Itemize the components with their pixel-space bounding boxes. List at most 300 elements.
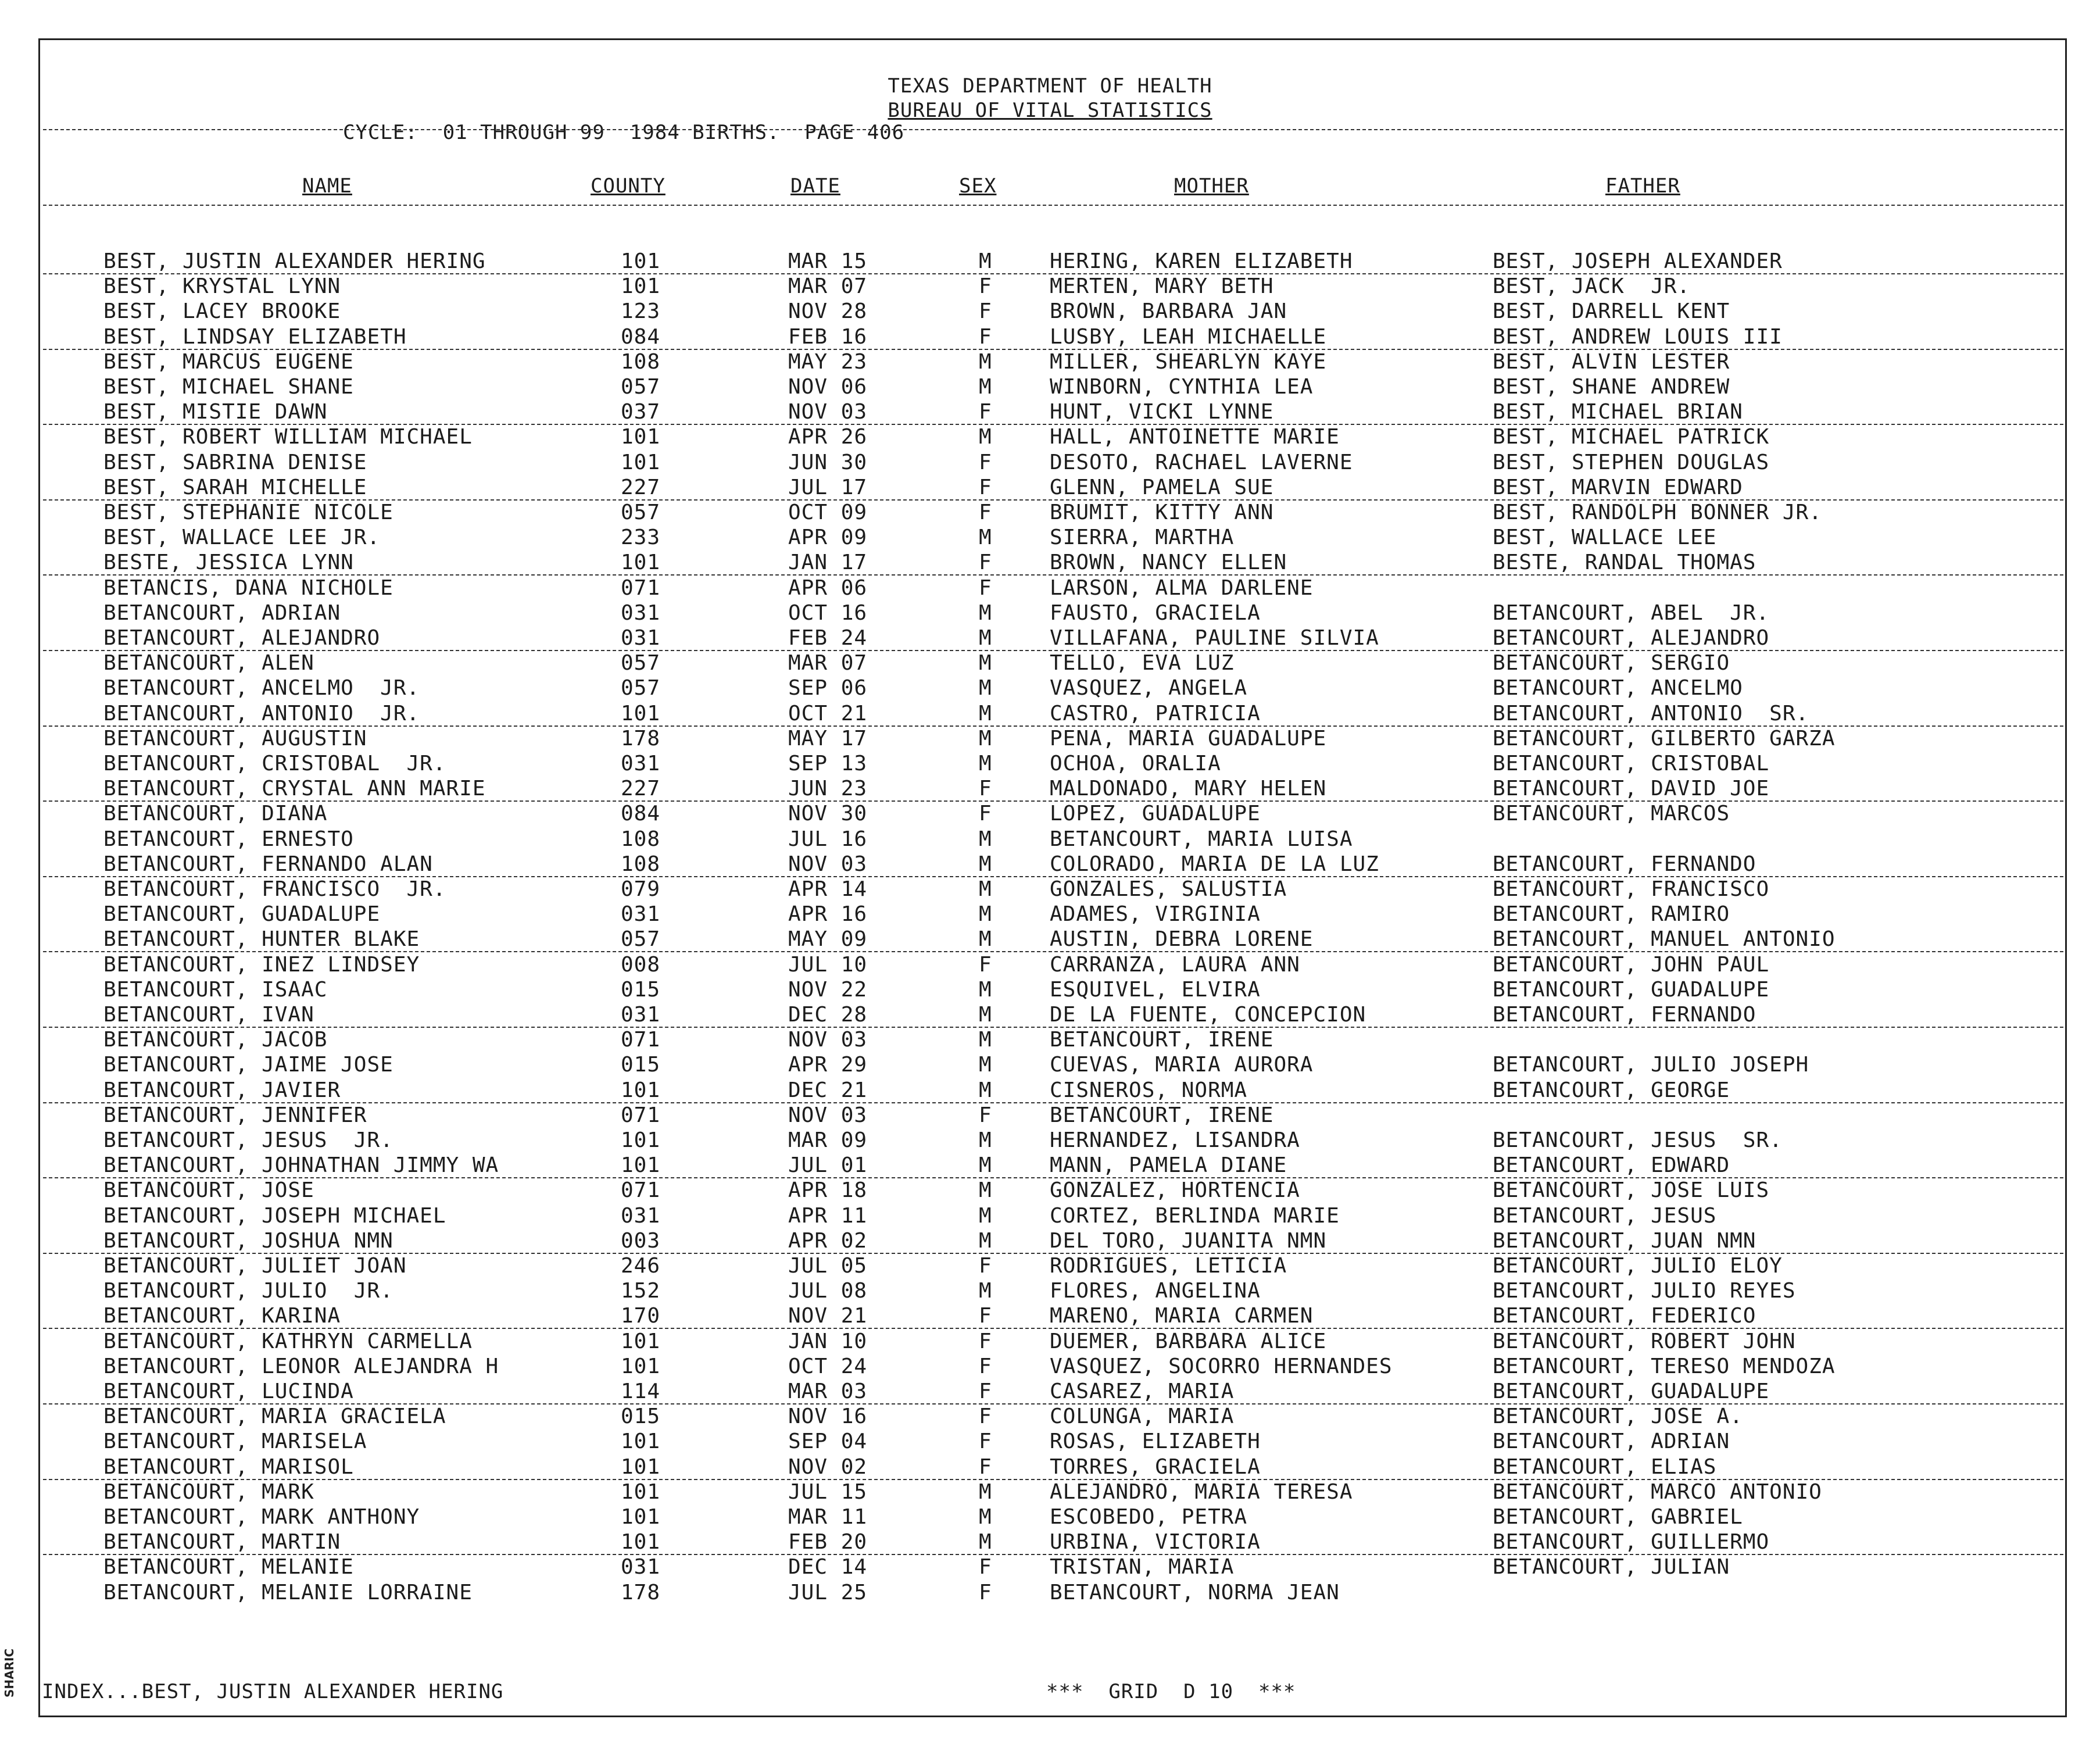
cell-father: BEST, RANDOLPH BONNER JR.: [1493, 501, 1822, 524]
cell-date: JUL 05: [788, 1254, 868, 1278]
table-row: [0, 852, 2100, 877]
cell-sex: F: [979, 324, 992, 349]
table-row: [0, 1128, 2100, 1153]
table-row: [0, 1203, 2100, 1229]
cell-father: BEST, DARRELL KENT: [1493, 299, 1730, 324]
table-row: [0, 1329, 2100, 1355]
cell-sex: M: [979, 676, 992, 701]
cell-name: BEST, SABRINA DENISE: [103, 450, 367, 474]
cell-county: 071: [621, 1178, 661, 1203]
cell-county: 101: [621, 1153, 661, 1178]
cell-name: BETANCOURT, CRISTOBAL JR.: [103, 752, 446, 775]
cell-father: BEST, ALVIN LESTER: [1493, 349, 1730, 374]
table-row: [0, 1404, 2100, 1429]
cell-father: BETANCOURT, JESUS SR.: [1493, 1128, 1783, 1152]
cell-father: BETANCOURT, RAMIRO: [1493, 902, 1730, 927]
cell-date: JAN 10: [788, 1329, 868, 1353]
cell-father: BEST, STEPHEN DOUGLAS: [1493, 450, 1770, 474]
cell-name: BEST, SARAH MICHELLE: [103, 475, 367, 499]
cell-father: BETANCOURT, FEDERICO: [1493, 1304, 1756, 1328]
column-header-father: FATHER: [1605, 174, 1680, 198]
cell-date: APR 16: [788, 902, 868, 927]
cell-date: SEP 06: [788, 676, 868, 701]
cell-county: 101: [621, 1429, 661, 1454]
cell-county: 101: [621, 701, 661, 726]
cell-county: 101: [621, 1505, 661, 1529]
cell-father: BETANCOURT, TERESO MENDOZA: [1493, 1354, 1836, 1378]
cell-name: BETANCOURT, ANCELMO JR.: [103, 676, 420, 701]
cell-father: BETANCOURT, JOSE LUIS: [1493, 1178, 1770, 1203]
cell-date: NOV 03: [788, 852, 868, 876]
cell-mother: BRUMIT, KITTY ANN: [1050, 501, 1274, 524]
cell-father: BETANCOURT, JESUS: [1493, 1203, 1717, 1228]
cell-mother: ALEJANDRO, MARIA TERESA: [1050, 1479, 1353, 1504]
cell-date: JUN 30: [788, 450, 868, 474]
cell-sex: F: [979, 1304, 992, 1328]
table-row: [0, 249, 2100, 274]
cell-name: BEST, LACEY BROOKE: [103, 299, 341, 324]
cell-mother: GLENN, PAMELA SUE: [1050, 475, 1274, 499]
cell-county: 227: [621, 475, 661, 499]
cell-father: BETANCOURT, FERNANDO: [1493, 1003, 1756, 1027]
cell-county: 246: [621, 1254, 661, 1278]
cell-name: BETANCOURT, HUNTER BLAKE: [103, 927, 420, 952]
cell-name: BETANCOURT, AUGUSTIN: [103, 726, 367, 751]
cell-county: 015: [621, 977, 661, 1002]
cell-name: BETANCOURT, MELANIE: [103, 1555, 354, 1579]
cell-father: BETANCOURT, EDWARD: [1493, 1153, 1730, 1178]
cell-sex: M: [979, 827, 992, 851]
cell-father: BETANCOURT, JUAN NMN: [1493, 1228, 1756, 1253]
cell-date: OCT 09: [788, 501, 868, 524]
cell-name: BETANCOURT, ANTONIO JR.: [103, 701, 420, 726]
cell-sex: M: [979, 425, 992, 449]
cell-date: NOV 28: [788, 299, 868, 324]
cell-name: BETANCOURT, JENNIFER: [103, 1103, 367, 1127]
cell-date: APR 14: [788, 877, 868, 901]
cell-date: JAN 17: [788, 551, 868, 575]
cell-name: BETANCOURT, JAIME JOSE: [103, 1053, 393, 1077]
cell-county: 057: [621, 927, 661, 952]
cell-mother: FAUSTO, GRACIELA: [1050, 601, 1261, 625]
cell-mother: URBINA, VICTORIA: [1050, 1530, 1261, 1554]
cell-name: BETANCOURT, JESUS JR.: [103, 1128, 393, 1152]
cell-county: 123: [621, 299, 661, 324]
cell-father: BETANCOURT, SERGIO: [1493, 651, 1730, 676]
cell-county: 031: [621, 1555, 661, 1579]
column-header-mother: MOTHER: [1174, 174, 1249, 198]
cell-name: BETANCOURT, LUCINDA: [103, 1380, 354, 1403]
cell-mother: BETANCOURT, NORMA JEAN: [1050, 1580, 1340, 1604]
column-header-county: COUNTY: [591, 174, 666, 198]
cell-sex: F: [979, 1429, 992, 1454]
cell-county: 227: [621, 777, 661, 801]
cell-county: 108: [621, 349, 661, 374]
table-row: [0, 952, 2100, 978]
cell-county: 114: [621, 1380, 661, 1403]
table-row: [0, 1103, 2100, 1128]
table-row: [0, 701, 2100, 727]
cell-date: JUL 25: [788, 1580, 868, 1604]
cell-sex: F: [979, 1254, 992, 1278]
cell-mother: TELLO, EVA LUZ: [1050, 651, 1235, 676]
cell-date: NOV 02: [788, 1454, 868, 1479]
cell-date: OCT 24: [788, 1354, 868, 1378]
cell-father: BETANCOURT, ANTONIO SR.: [1493, 701, 1809, 726]
cell-county: 057: [621, 676, 661, 701]
table-row: [0, 1580, 2100, 1606]
table-row: [0, 776, 2100, 802]
cell-county: 057: [621, 501, 661, 524]
cell-name: BETANCOURT, JACOB: [103, 1028, 328, 1052]
cell-name: BEST, MICHAEL SHANE: [103, 375, 354, 399]
cell-mother: BROWN, NANCY ELLEN: [1050, 551, 1287, 575]
cell-sex: M: [979, 349, 992, 374]
cell-county: 071: [621, 1103, 661, 1127]
cell-sex: M: [979, 1028, 992, 1052]
cell-county: 031: [621, 1203, 661, 1228]
cell-name: BETANCOURT, ADRIAN: [103, 601, 341, 625]
cell-name: BETANCIS, DANA NICHOLE: [103, 576, 393, 600]
header-rule: [43, 129, 2063, 130]
table-row: [0, 1228, 2100, 1254]
cell-father: BETANCOURT, GUADALUPE: [1493, 977, 1770, 1002]
cell-date: APR 11: [788, 1203, 868, 1228]
cell-mother: RODRIGUES, LETICIA: [1050, 1254, 1287, 1278]
cell-mother: VASQUEZ, ANGELA: [1050, 676, 1248, 701]
cell-mother: HALL, ANTOINETTE MARIE: [1050, 425, 1340, 449]
cell-sex: M: [979, 601, 992, 625]
cell-father: BETANCOURT, JULIO JOSEPH: [1493, 1053, 1809, 1077]
cell-sex: M: [979, 1153, 992, 1178]
cell-sex: M: [979, 1078, 992, 1102]
cell-father: BETANCOURT, MARCO ANTONIO: [1493, 1479, 1822, 1504]
cell-mother: CORTEZ, BERLINDA MARIE: [1050, 1203, 1340, 1228]
table-row: [0, 1454, 2100, 1480]
column-header-date: DATE: [790, 174, 840, 198]
cell-sex: M: [979, 877, 992, 901]
cell-sex: F: [979, 777, 992, 801]
cell-date: MAR 15: [788, 249, 868, 273]
footer-grid: *** GRID D 10 ***: [1046, 1680, 1296, 1703]
cell-county: 071: [621, 576, 661, 600]
column-header-rule: [43, 205, 2063, 206]
cell-sex: F: [979, 400, 992, 424]
cell-sex: M: [979, 752, 992, 775]
cell-mother: HUNT, VICKI LYNNE: [1050, 400, 1274, 424]
cell-mother: LOPEZ, GUADALUPE: [1050, 802, 1261, 826]
cell-county: 031: [621, 626, 661, 650]
cell-name: BETANCOURT, ALEN: [103, 651, 314, 676]
cell-mother: OCHOA, ORALIA: [1050, 752, 1221, 775]
table-row: [0, 324, 2100, 350]
table-row: [0, 902, 2100, 927]
cell-mother: CISNEROS, NORMA: [1050, 1078, 1248, 1102]
cell-name: BETANCOURT, ALEJANDRO: [103, 626, 381, 650]
cell-date: NOV 06: [788, 375, 868, 399]
cell-county: 057: [621, 375, 661, 399]
table-row: [0, 1052, 2100, 1078]
cell-mother: CARRANZA, LAURA ANN: [1050, 952, 1300, 977]
cell-county: 071: [621, 1028, 661, 1052]
cell-mother: ESCOBEDO, PETRA: [1050, 1505, 1248, 1529]
cell-name: BETANCOURT, MARISELA: [103, 1429, 367, 1454]
cell-father: BETANCOURT, GABRIEL: [1493, 1505, 1743, 1529]
cell-sex: M: [979, 1228, 992, 1253]
cell-father: BETANCOURT, JULIAN: [1493, 1555, 1730, 1579]
cell-sex: M: [979, 1178, 992, 1203]
table-row: [0, 601, 2100, 626]
table-row: [0, 399, 2100, 425]
cell-mother: CUEVAS, MARIA AURORA: [1050, 1053, 1314, 1077]
header-bureau: BUREAU OF VITAL STATISTICS: [888, 99, 1212, 122]
cell-mother: DEL TORO, JUANITA NMN: [1050, 1228, 1327, 1253]
cell-county: 101: [621, 1329, 661, 1353]
cell-father: BETANCOURT, JOSE A.: [1493, 1405, 1743, 1429]
cell-date: MAR 03: [788, 1380, 868, 1403]
cell-date: JUL 08: [788, 1279, 868, 1303]
cell-father: BEST, JACK JR.: [1493, 274, 1691, 299]
cell-date: MAR 07: [788, 274, 868, 299]
cell-name: BETANCOURT, MARK ANTHONY: [103, 1505, 420, 1529]
cell-name: BETANCOURT, LEONOR ALEJANDRA H: [103, 1354, 499, 1378]
cell-date: JUL 10: [788, 952, 868, 977]
side-label: SHARIC: [2, 1648, 16, 1697]
cell-county: 108: [621, 852, 661, 876]
header-agency: TEXAS DEPARTMENT OF HEALTH: [888, 74, 1212, 98]
cell-father: BETANCOURT, MARCOS: [1493, 802, 1730, 826]
cell-date: NOV 16: [788, 1405, 868, 1429]
cell-sex: M: [979, 1279, 992, 1303]
cell-mother: AUSTIN, DEBRA LORENE: [1050, 927, 1314, 952]
table-row: [0, 550, 2100, 576]
cell-sex: F: [979, 1555, 992, 1579]
cell-sex: F: [979, 1329, 992, 1353]
cell-father: BEST, MICHAEL PATRICK: [1493, 425, 1770, 449]
cell-date: MAY 17: [788, 726, 868, 751]
cell-mother: MALDONADO, MARY HELEN: [1050, 777, 1327, 801]
table-row: [0, 1504, 2100, 1530]
cell-sex: F: [979, 576, 992, 600]
cell-mother: BETANCOURT, MARIA LUISA: [1050, 827, 1353, 851]
table-row: [0, 1278, 2100, 1304]
cell-sex: F: [979, 1380, 992, 1403]
cell-sex: M: [979, 1203, 992, 1228]
cell-mother: WINBORN, CYNTHIA LEA: [1050, 375, 1314, 399]
cell-sex: M: [979, 1128, 992, 1152]
cell-sex: M: [979, 977, 992, 1002]
cell-county: 101: [621, 274, 661, 299]
cell-name: BETANCOURT, MARISOL: [103, 1454, 354, 1479]
cell-date: NOV 30: [788, 802, 868, 826]
cell-name: BETANCOURT, MARTIN: [103, 1530, 341, 1554]
cell-father: BEST, SHANE ANDREW: [1493, 375, 1730, 399]
cell-sex: F: [979, 1580, 992, 1604]
cell-name: BETANCOURT, ERNESTO: [103, 827, 354, 851]
table-row: [0, 1153, 2100, 1178]
table-row: [0, 1178, 2100, 1203]
cell-name: BETANCOURT, JOSEPH MICHAEL: [103, 1203, 446, 1228]
cell-sex: F: [979, 952, 992, 977]
cell-sex: F: [979, 802, 992, 826]
cell-county: 101: [621, 450, 661, 474]
cell-sex: M: [979, 526, 992, 550]
table-row: [0, 726, 2100, 752]
table-row: [0, 1253, 2100, 1279]
cell-mother: HERING, KAREN ELIZABETH: [1050, 249, 1353, 273]
cell-county: 101: [621, 1354, 661, 1378]
cell-name: BETANCOURT, IVAN: [103, 1003, 314, 1027]
cell-mother: CASAREZ, MARIA: [1050, 1380, 1235, 1403]
cell-county: 101: [621, 1454, 661, 1479]
cell-name: BEST, STEPHANIE NICOLE: [103, 501, 393, 524]
cell-mother: LUSBY, LEAH MICHAELLE: [1050, 324, 1327, 349]
cell-date: MAY 23: [788, 349, 868, 374]
cell-name: BETANCOURT, MARIA GRACIELA: [103, 1405, 446, 1429]
table-row: [0, 1429, 2100, 1454]
cell-date: NOV 22: [788, 977, 868, 1002]
cell-father: BETANCOURT, ROBERT JOHN: [1493, 1329, 1796, 1353]
cell-father: BEST, MARVIN EDWARD: [1493, 475, 1743, 499]
table-row: [0, 1002, 2100, 1028]
cell-date: JUL 17: [788, 475, 868, 499]
table-row: [0, 349, 2100, 375]
cell-name: BETANCOURT, MELANIE LORRAINE: [103, 1580, 473, 1604]
cell-name: BETANCOURT, FRANCISCO JR.: [103, 877, 446, 901]
cell-father: BETANCOURT, FRANCISCO: [1493, 877, 1770, 901]
cell-county: 031: [621, 601, 661, 625]
cell-name: BEST, WALLACE LEE JR.: [103, 526, 381, 550]
table-row: [0, 424, 2100, 450]
cell-sex: M: [979, 1505, 992, 1529]
column-header-name: NAME: [302, 174, 352, 198]
cell-father: BEST, JOSEPH ALEXANDER: [1493, 249, 1783, 273]
table-row: [0, 977, 2100, 1003]
cell-father: BEST, MICHAEL BRIAN: [1493, 400, 1743, 424]
cell-date: DEC 28: [788, 1003, 868, 1027]
cell-father: BETANCOURT, ELIAS: [1493, 1454, 1717, 1479]
cell-name: BETANCOURT, JULIET JOAN: [103, 1254, 407, 1278]
cell-sex: F: [979, 1454, 992, 1479]
cell-name: BETANCOURT, JULIO JR.: [103, 1279, 393, 1303]
cell-sex: M: [979, 1530, 992, 1554]
cell-mother: LARSON, ALMA DARLENE: [1050, 576, 1314, 600]
cell-date: NOV 03: [788, 1028, 868, 1052]
column-header-sex: SEX: [959, 174, 997, 198]
table-row: [0, 299, 2100, 324]
cell-mother: GONZALES, SALUSTIA: [1050, 877, 1287, 901]
cell-mother: BETANCOURT, IRENE: [1050, 1103, 1274, 1127]
cell-county: 101: [621, 1128, 661, 1152]
cell-name: BETANCOURT, FERNANDO ALAN: [103, 852, 433, 876]
cell-date: NOV 03: [788, 400, 868, 424]
cell-sex: M: [979, 701, 992, 726]
cell-name: BETANCOURT, INEZ LINDSEY: [103, 952, 420, 977]
cell-county: 079: [621, 877, 661, 901]
cell-mother: COLUNGA, MARIA: [1050, 1405, 1235, 1429]
cell-mother: VILLAFANA, PAULINE SILVIA: [1050, 626, 1379, 650]
cell-mother: SIERRA, MARTHA: [1050, 526, 1235, 550]
cell-sex: M: [979, 852, 992, 876]
table-row: [0, 450, 2100, 476]
cell-mother: MERTEN, MARY BETH: [1050, 274, 1274, 299]
cell-county: 008: [621, 952, 661, 977]
cell-mother: TRISTAN, MARIA: [1050, 1555, 1235, 1579]
cell-date: OCT 16: [788, 601, 868, 625]
table-row: [0, 1554, 2100, 1580]
cell-date: MAR 09: [788, 1128, 868, 1152]
cell-county: 101: [621, 1078, 661, 1102]
cell-date: NOV 21: [788, 1304, 868, 1328]
cell-name: BEST, KRYSTAL LYNN: [103, 274, 341, 299]
table-row: [0, 1479, 2100, 1505]
table-row: [0, 274, 2100, 299]
cell-mother: PENA, MARIA GUADALUPE: [1050, 726, 1327, 751]
table-row: [0, 1303, 2100, 1329]
cell-mother: CASTRO, PATRICIA: [1050, 701, 1261, 726]
cell-county: 031: [621, 902, 661, 927]
cell-county: 233: [621, 526, 661, 550]
table-row: [0, 877, 2100, 902]
cell-date: APR 26: [788, 425, 868, 449]
cell-name: BEST, LINDSAY ELIZABETH: [103, 324, 407, 349]
cell-date: APR 02: [788, 1228, 868, 1253]
cell-mother: COLORADO, MARIA DE LA LUZ: [1050, 852, 1379, 876]
table-row: [0, 927, 2100, 952]
cell-county: 037: [621, 400, 661, 424]
cell-county: 057: [621, 651, 661, 676]
cell-county: 178: [621, 726, 661, 751]
cell-name: BEST, MARCUS EUGENE: [103, 349, 354, 374]
cell-date: FEB 24: [788, 626, 868, 650]
cell-date: JUL 01: [788, 1153, 868, 1178]
cell-name: BETANCOURT, JOSE: [103, 1178, 314, 1203]
cell-date: JUN 23: [788, 777, 868, 801]
cell-mother: ADAMES, VIRGINIA: [1050, 902, 1261, 927]
cell-name: BETANCOURT, MARK: [103, 1479, 314, 1504]
cell-father: BETANCOURT, MANUEL ANTONIO: [1493, 927, 1836, 952]
cell-father: BETANCOURT, JULIO ELOY: [1493, 1254, 1783, 1278]
cell-date: FEB 20: [788, 1530, 868, 1554]
cell-mother: BROWN, BARBARA JAN: [1050, 299, 1287, 324]
cell-county: 084: [621, 324, 661, 349]
cell-date: FEB 16: [788, 324, 868, 349]
table-row: [0, 1379, 2100, 1405]
cell-father: BETANCOURT, GUILLERMO: [1493, 1530, 1770, 1554]
table-row: [0, 651, 2100, 676]
cell-mother: DE LA FUENTE, CONCEPCION: [1050, 1003, 1366, 1027]
cell-sex: F: [979, 551, 992, 575]
cell-county: 031: [621, 1003, 661, 1027]
cell-mother: VASQUEZ, SOCORRO HERNANDES: [1050, 1354, 1393, 1378]
cell-county: 170: [621, 1304, 661, 1328]
table-row: [0, 1027, 2100, 1053]
cell-father: BETANCOURT, DAVID JOE: [1493, 777, 1770, 801]
table-row: [0, 475, 2100, 501]
cell-county: 152: [621, 1279, 661, 1303]
cell-father: BETANCOURT, GEORGE: [1493, 1078, 1730, 1102]
cell-date: SEP 13: [788, 752, 868, 775]
cell-date: MAR 07: [788, 651, 868, 676]
cell-name: BETANCOURT, DIANA: [103, 802, 328, 826]
cell-date: SEP 04: [788, 1429, 868, 1454]
cell-county: 101: [621, 1479, 661, 1504]
cell-sex: F: [979, 1354, 992, 1378]
cell-father: BETANCOURT, GUADALUPE: [1493, 1380, 1770, 1403]
cell-date: APR 18: [788, 1178, 868, 1203]
cell-county: 101: [621, 551, 661, 575]
cell-mother: DUEMER, BARBARA ALICE: [1050, 1329, 1327, 1353]
